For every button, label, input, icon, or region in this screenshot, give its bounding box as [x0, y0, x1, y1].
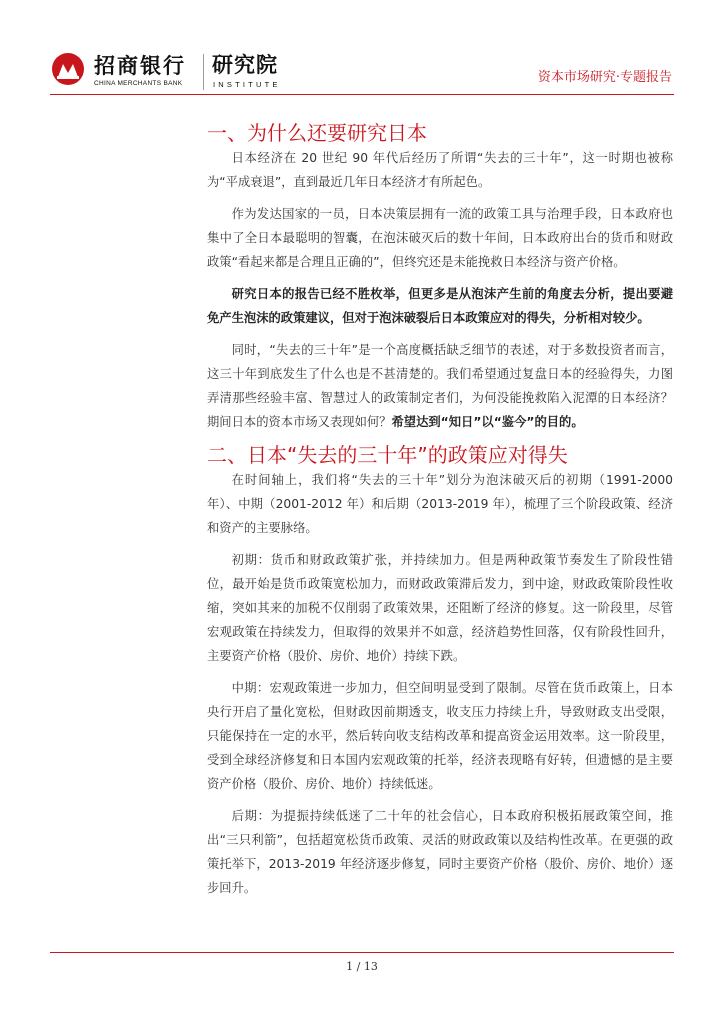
section-1-paragraph-4-text: 同时，“失去的三十年”是一个高度概括缺乏细节的表述，对于多数投资者而言，这三十年到底发生了什么也是不甚清楚的。我们希望通过复盘日本的经验得失，力图弄清那些经验丰富、智慧过人的政策制定者们，为何没能挽救陷入泥潭的日本经济？期间日本的资本市场又表现如何？ — [207, 343, 673, 429]
section-2-title: 二、日本“失去的三十年”的政策应对得失 — [207, 443, 568, 467]
section-2-paragraph-4: 后期：为提振持续低迷了二十年的社会信心，日本政府积极拓展政策空间，推出“三只利箭”，包括超宽松货币政策、灵活的财政政策以及结构性改革。在更强的政策托举下，2013-2019 年经济逐步修复，同时主要资产价格（股价、房价、地价）逐步回升。 — [207, 809, 673, 895]
page-number: 1 / 13 — [346, 960, 378, 973]
section-1-paragraph-2: 作为发达国家的一员，日本决策层拥有一流的政策工具与治理手段，日本政府也集中了全日本最聪明的智囊，在泡沫破灭后的数十年间，日本政府出台的货币和财政政策“看起来都是合理且正确的”，但终究还是未能挽救日本经济与资产价格。 — [207, 207, 673, 269]
header-divider — [50, 94, 674, 95]
section-1-paragraph-1: 日本经济在 20 世纪 90 年代后经历了所谓“失去的三十年”，这一时期也被称为“平成衰退”，直到最近几年日本经济才有所起色。 — [207, 151, 673, 189]
cmb-logo-icon — [51, 52, 85, 86]
section-2-paragraph-1: 在时间轴上，我们将“失去的三十年”划分为泡沫破灭后的初期（1991-2000 年）、中期（2001-2012 年）和后期（2013-2019 年），梳理了三个阶段政策、经济和资产的主要脉络。 — [207, 473, 673, 535]
section-1-paragraph-3: 研究日本的报告已经不胜枚举，但更多是从泡沫产生前的角度去分析，提出要避免产生泡沫的政策建议，但对于泡沫破裂后日本政策应对的得失，分析相对较少。 — [207, 287, 673, 325]
document-body — [207, 120, 673, 908]
section-1-paragraph-4-emphasis: 希望达到“知日”以“鉴今”的目的。 — [391, 415, 584, 429]
logo-divider — [203, 54, 204, 90]
institute-name-cn: 研究院 — [212, 53, 278, 77]
bank-name-en: CHINA MERCHANTS BANK — [94, 80, 183, 87]
footer-divider — [50, 952, 674, 953]
section-2-paragraph-3: 中期：宏观政策进一步加力，但空间明显受到了限制。尽管在货币政策上，日本央行开启了量化宽松，但财政因前期透支，收支压力持续上升，导致财政支出受限，只能保持在一定的水平，然后转向收支结构改革和提高资金运用效率。这一阶段里，受到全球经济修复和日本国内宏观政策的托举，经济表现略有好转，但遗憾的是主要资产价格（股价、房价、地价）持续低迷。 — [207, 681, 673, 791]
section-1-paragraph-4 — [207, 338, 673, 434]
page-header — [0, 0, 724, 100]
bank-name-cn: 招商银行 — [94, 53, 186, 78]
report-type-label: 资本市场研究·专题报告 — [537, 70, 672, 85]
institute-name-en: INSTITUTE — [213, 80, 281, 89]
section-2-paragraph-2: 初期：货币和财政政策扩张，并持续加力。但是两种政策节奏发生了阶段性错位，最开始是货币政策宽松加力，而财政政策滞后发力，到中途，财政政策阶段性收缩，突如其来的加税不仅削弱了政策效果，还阻断了经济的修复。这一阶段里，尽管宏观政策在持续发力，但取得的效果并不如意，经济趋势性回落，仅有阶段性回升，主要资产价格（股价、房价、地价）持续下跌。 — [207, 553, 673, 663]
section-1-title: 一、为什么还要研究日本 — [207, 121, 427, 145]
